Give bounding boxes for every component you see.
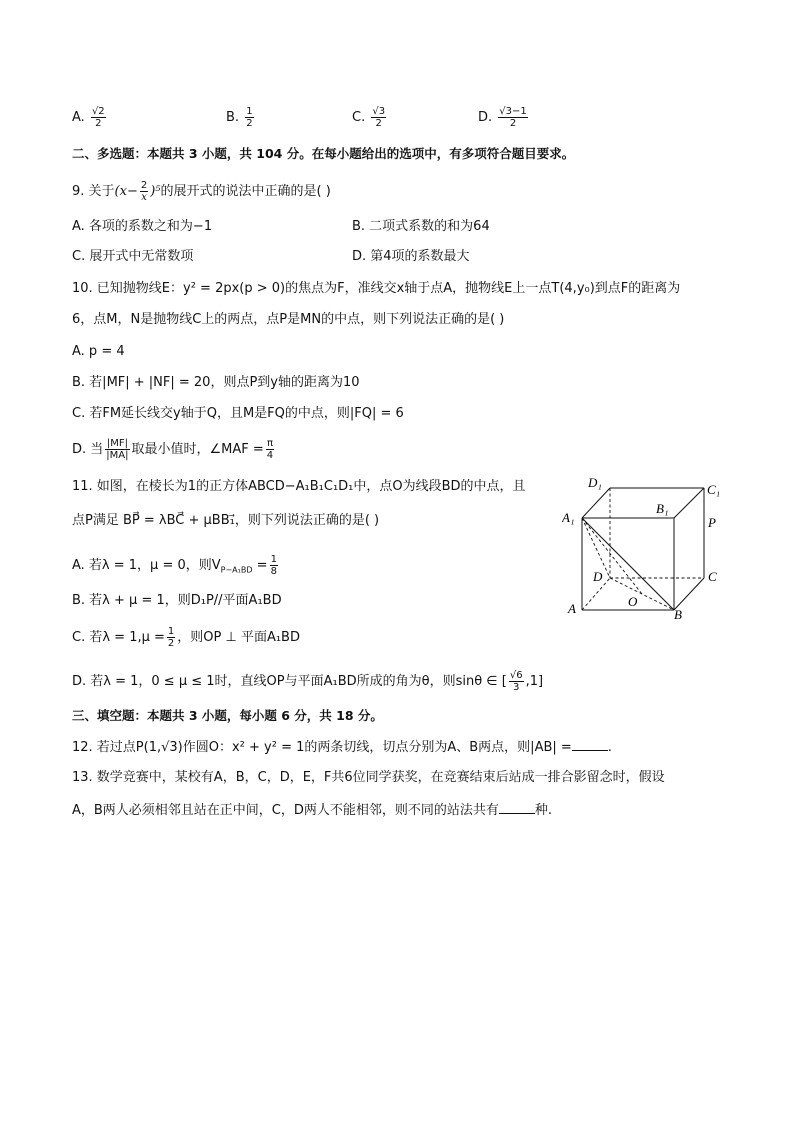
label-B: B	[674, 607, 682, 622]
label-A1: A₁	[562, 510, 575, 525]
q8-option-c: C. $\frac{√3}{2}$	[352, 106, 386, 129]
diag-D-B	[610, 578, 674, 610]
q13-stem-line2: A，B两人必须相邻且站在正中间，C，D两人不能相邻，则不同的站法共有 种.	[72, 803, 553, 818]
q8-c-fraction: $\frac{√3}{2}$	[372, 106, 386, 129]
edge-B-C	[674, 578, 704, 610]
q9-option-c: C. 展开式中无常数项	[72, 249, 194, 264]
q13-answer-blank	[499, 801, 535, 814]
edge-A1-D1	[582, 488, 610, 518]
q8-option-b: B. $\frac{1}{2}$	[226, 106, 253, 129]
q9-stem: 9. 关于(x− $\frac{2}{x}$ )⁵的展开式的说法中正确的是( )	[72, 180, 331, 203]
section2-heading: 二、多选题：本题共 3 小题，共 104 分。在每小题给出的选项中，有多项符合题目要求。	[72, 146, 575, 161]
q11-stem-line2: 点P满足 BP⃗ = λBC⃗ + μBB₁⃗，则下列说法正确的是( )	[72, 513, 380, 528]
q10-option-b: B. 若|MF| + |NF| = 20，则点P到y轴的距离为10	[72, 375, 360, 390]
q11-option-b: B. 若λ + μ = 1，则D₁P//平面A₁BD	[72, 593, 282, 608]
q12-stem: 12. 若过点P(1,√3)作圆O：x² + y² = 1的两条切线，切点分别为A、B两点，则|AB| = .	[72, 740, 612, 755]
q11-option-c: C. 若λ = 1,μ = $\frac{1}{2}$ ，则OP ⊥ 平面A₁BD	[72, 626, 300, 649]
q11-stem-line1: 11. 如图，在棱长为1的正方体ABCD−A₁B₁C₁D₁中，点O为线段BD的中点，且	[72, 479, 526, 494]
q12-answer-blank	[572, 738, 608, 751]
q9-option-a: A. 各项的系数之和为−1	[72, 219, 213, 234]
edge-B1-C1	[674, 488, 704, 518]
label-C: C	[708, 569, 717, 584]
label-D1: D₁	[588, 475, 602, 490]
label-O: O	[628, 594, 638, 609]
seg-A1-O	[582, 518, 642, 594]
section3-heading: 三、填空题：本题共 3 小题，每小题 6 分，共 18 分。	[72, 708, 383, 723]
q10-stem-line2: 6，点M，N是抛物线C上的两点，点P是MN的中点，则下列说法正确的是( )	[72, 312, 505, 327]
q8-b-fraction: $\frac{1}{2}$	[246, 106, 253, 129]
q13-stem-line1: 13. 数学竞赛中，某校有A，B，C，D，E，F共6位同学获奖，在竞赛结束后站成一排合影留念时，假设	[72, 770, 665, 785]
cube-figure	[562, 473, 732, 623]
label-C1: C₁	[707, 482, 721, 497]
q8-a-fraction: $\frac{√2}{2}$	[91, 106, 105, 129]
q9-option-d: D. 第4项的系数最大	[352, 249, 470, 264]
label-D: D	[593, 569, 603, 584]
q10-option-c: C. 若FM延长线交y轴于Q，且M是FQ的中点，则|FQ| = 6	[72, 406, 404, 421]
q8-option-a: A. $\frac{√2}{2}$	[72, 106, 105, 129]
q10-option-a: A. p = 4	[72, 344, 125, 359]
label-P: P	[708, 515, 716, 530]
q10-stem-line1: 10. 已知抛物线E：y² = 2px(p > 0)的焦点为F，准线交x轴于点A，抛物线E上一点T(4,y₀)到点F的距离为	[72, 281, 681, 296]
label-B1: B₁	[656, 501, 669, 516]
q11-option-d: D. 若λ = 1，0 ≤ μ ≤ 1时，直线OP与平面A₁BD所成的角为θ，则sinθ ∈ [ $\frac{√6}{3}$ ,1]	[72, 670, 544, 693]
label-A: A	[568, 601, 576, 616]
q9-option-b: B. 二项式系数的和为64	[352, 219, 490, 234]
q8-d-fraction: $\frac{√3-1}{2}$	[499, 106, 527, 129]
q8-option-d: D. $\frac{√3-1}{2}$	[478, 106, 527, 129]
q10-option-d: D. 当 $\frac{|MF|}{|MA|}$ 取最小值时，∠MAF = $\frac{\pi}{4}$	[72, 438, 274, 461]
q11-option-a: A. 若λ = 1，μ = 0，则$V_{P-A_1BD}$ = $\frac{1}{8}$	[72, 554, 277, 577]
